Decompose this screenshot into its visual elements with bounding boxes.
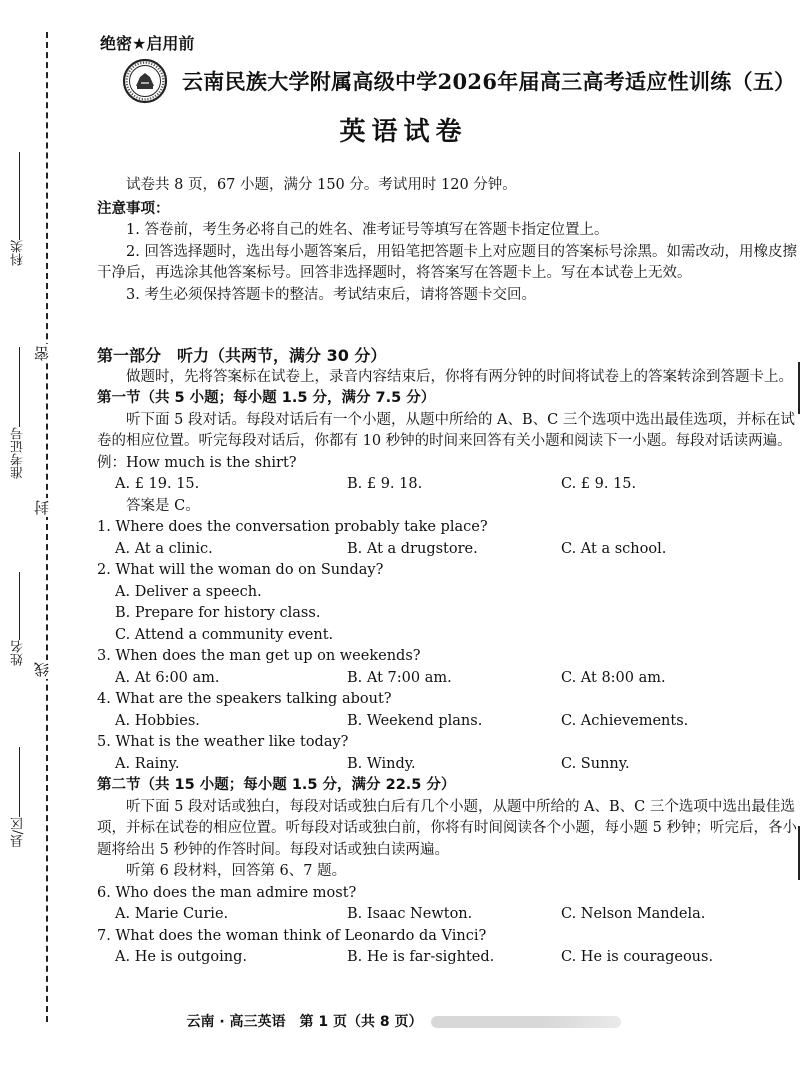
note-item: 3. 考生必须保持答题卡的整洁。考试结束后，请将答题卡交回。: [126, 286, 536, 303]
page-footer: [0, 1011, 807, 1031]
margin-field-county: [12, 745, 26, 847]
question-6-options: [97, 904, 799, 926]
option-a[interactable]: A. Rainy.: [115, 755, 180, 772]
option-c[interactable]: C. At 8:00 am.: [561, 669, 666, 686]
question-4: 4. What are the speakers talking about?: [97, 691, 392, 707]
margin-field-ticket: [12, 345, 26, 479]
subject-blank[interactable]: [19, 152, 20, 240]
material-note: 听第 6 段材料，回答第 6、7 题。: [126, 863, 347, 879]
exam-intro: 试卷共 8 页，67 小题，满分 150 分。考试用时 120 分钟。: [126, 177, 517, 193]
question-3: 3. When does the man get up on weekends?: [97, 648, 421, 664]
option-c[interactable]: C. Sunny.: [561, 755, 630, 772]
question-6: 6. Who does the man admire most?: [97, 884, 357, 901]
option-b[interactable]: B. At 7:00 am.: [347, 669, 452, 686]
section2-instruction: 听下面 5 段对话或独白，每段对话或独白后有几个小题，从题中所给的 A、B、C 三个选项中选出最佳选项，并标在试卷的相应位置。听每段对话或独白前，你将有时间阅读各个小题，每小题 5 秒钟；听完后，各小题将给出 5 秒钟的作答时间。每段对话或独白读两遍。: [97, 798, 797, 858]
question-2: 2. What will the woman do on Sunday?: [97, 562, 384, 578]
school-name: 云南民族大学附属高级中学2026年届高三高考适应性训练（五）: [182, 69, 796, 94]
option-a[interactable]: A. Deliver a speech.: [115, 583, 262, 600]
option-c[interactable]: C. Attend a community event.: [115, 626, 334, 643]
secret-label: 绝密★启用前: [100, 34, 195, 53]
option-a: A. £ 19. 15.: [115, 476, 200, 492]
instructions-block: [97, 175, 799, 306]
school-logo-icon: [122, 58, 168, 104]
option-b[interactable]: B. Isaac Newton.: [347, 906, 473, 922]
option-b[interactable]: B. Windy.: [347, 755, 416, 772]
option-a[interactable]: A. At a clinic.: [115, 540, 213, 557]
scan-edge-mark: [798, 826, 800, 880]
footer-smudge: [431, 1016, 621, 1028]
school-header: [122, 58, 795, 104]
ticket-blank[interactable]: [19, 347, 20, 427]
part1-block: [97, 345, 799, 969]
section1-label: 第一节: [97, 390, 141, 406]
county-label: 县/区: [11, 817, 26, 848]
binding-dashed-line: [46, 32, 48, 1022]
question-3-options: [97, 668, 799, 690]
scan-edge-mark: [798, 362, 800, 414]
binding-word-line: 线: [33, 662, 51, 677]
name-blank[interactable]: [19, 572, 20, 640]
binding-word-envelope: 封: [33, 500, 51, 515]
example-options: [97, 474, 799, 496]
county-blank[interactable]: [19, 747, 20, 817]
option-c[interactable]: C. Nelson Mandela.: [561, 906, 706, 922]
exam-title: 英语试卷: [339, 117, 468, 147]
question-5-options: [97, 754, 799, 776]
binding-word-seal: 密: [33, 346, 51, 361]
section1-detail: （共 5 小题；每小题 1.5 分，满分 7.5 分）: [140, 390, 436, 406]
question-1: 1. Where does the conversation probably take place?: [97, 519, 488, 535]
option-c[interactable]: C. Achievements.: [561, 712, 689, 729]
margin-field-subject: [12, 150, 26, 266]
question-1-options: [97, 539, 799, 561]
question-4-options: [97, 711, 799, 733]
section2-label: 第二节: [97, 777, 141, 793]
footer-text: 云南 · 高三英语 第 1 页（共 8 页）: [186, 1014, 423, 1030]
option-a[interactable]: A. He is outgoing.: [115, 949, 247, 965]
option-a[interactable]: A. Hobbies.: [115, 712, 200, 729]
option-b[interactable]: B. Prepare for history class.: [115, 605, 321, 621]
note-item: 2. 回答选择题时，选出每小题答案后，用铅笔把答题卡上对应题目的答案标号涂黑。如需改动，用橡皮擦干净后，再选涂其他答案标号。回答非选择题时，将答案写在答题卡上。写在本试卷上无效。: [97, 243, 797, 281]
question-7-options: [97, 947, 799, 969]
note-item: 1. 答卷前，考生务必将自己的姓名、准考证号等填写在答题卡指定位置上。: [126, 222, 609, 238]
option-a[interactable]: A. At 6:00 am.: [115, 669, 220, 686]
margin-field-name: [12, 570, 26, 666]
option-b[interactable]: B. He is far-sighted.: [347, 949, 495, 965]
part1-instruction: 做题时，先将答案标在试卷上，录音内容结束后，你将有两分钟的时间将试卷上的答案转涂到答题卡上。: [126, 368, 793, 385]
option-c[interactable]: C. He is courageous.: [561, 949, 714, 965]
example-question: 例：How much is the shirt?: [97, 454, 297, 471]
option-a[interactable]: A. Marie Curie.: [115, 906, 229, 922]
name-label: 姓名: [11, 640, 26, 666]
notes-heading: 注意事项：: [97, 200, 170, 217]
question-7: 7. What does the woman think of Leonardo da Vinci?: [97, 927, 487, 944]
part1-heading: 第一部分 听力（共两节，满分 30 分）: [97, 346, 387, 365]
section1-instruction: 听下面 5 段对话。每段对话后有一个小题，从题中所给的 A、B、C 三个选项中选出最佳选项，并标在试卷的相应位置。听完每段对话后，你都有 10 秒钟的时间来回答有关小题和阅读下一小题。每段对话读两遍。: [97, 411, 795, 449]
option-b: B. £ 9. 18.: [347, 476, 423, 492]
option-c[interactable]: C. At a school.: [561, 540, 667, 557]
section1-heading: [97, 388, 799, 410]
subject-label: 科类: [11, 240, 26, 266]
option-b[interactable]: B. At a drugstore.: [347, 540, 478, 557]
ticket-label: 准考证号: [11, 427, 26, 479]
option-b[interactable]: B. Weekend plans.: [347, 712, 483, 729]
section2-heading: [97, 775, 799, 797]
section2-detail: （共 15 小题；每小题 1.5 分，满分 22.5 分）: [140, 777, 456, 793]
question-5: 5. What is the weather like today?: [97, 734, 349, 750]
example-answer: 答案是 C。: [126, 497, 200, 514]
option-c: C. £ 9. 15.: [561, 476, 637, 492]
